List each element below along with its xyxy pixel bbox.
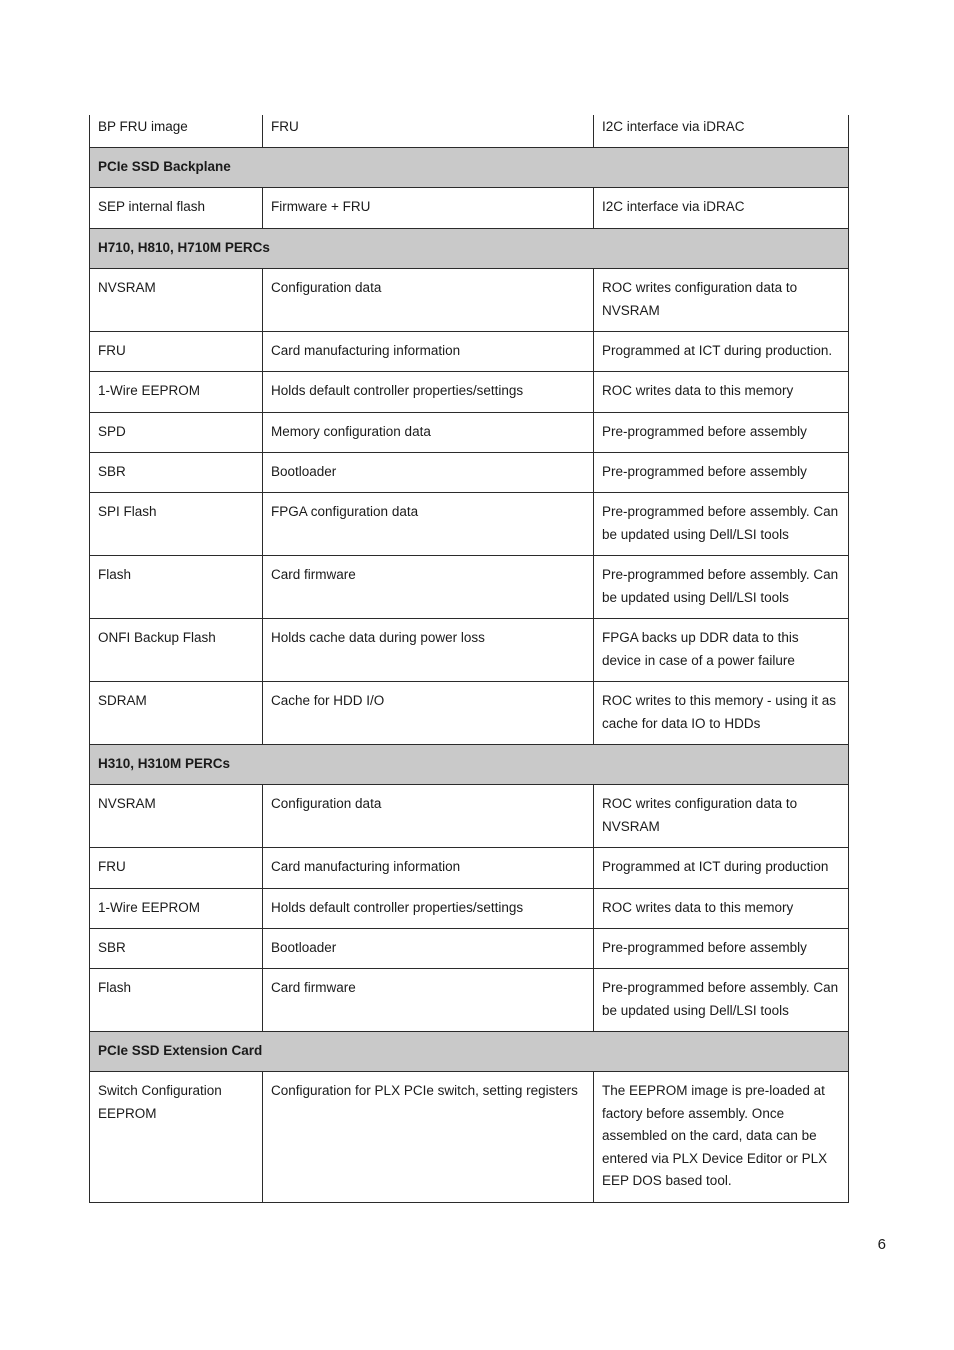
write-method-cell: ROC writes configuration data to NVSRAM — [594, 269, 849, 332]
memory-devices-table — [89, 115, 849, 1203]
memory-type-cell: SDRAM — [90, 682, 263, 745]
table-row — [90, 188, 849, 229]
write-method-cell: ROC writes configuration data to NVSRAM — [594, 785, 849, 848]
memory-type-cell: BP FRU image — [90, 115, 263, 148]
memory-type-cell: Flash — [90, 556, 263, 619]
table-row — [90, 969, 849, 1032]
table-row — [90, 269, 849, 332]
content-description-cell: Cache for HDD I/O — [263, 682, 594, 745]
write-method-cell: Programmed at ICT during production. — [594, 332, 849, 372]
content-description-cell: Card firmware — [263, 969, 594, 1032]
table-row — [90, 785, 849, 848]
write-method-cell: I2C interface via iDRAC — [594, 188, 849, 229]
memory-type-cell: SBR — [90, 929, 263, 969]
table-row — [90, 332, 849, 372]
table-row — [90, 682, 849, 745]
content-description-cell: Firmware + FRU — [263, 188, 594, 229]
page-number: 6 — [877, 1236, 886, 1253]
section-header-row — [90, 1032, 849, 1072]
content-description-cell: Holds cache data during power loss — [263, 619, 594, 682]
memory-type-cell: NVSRAM — [90, 269, 263, 332]
content-description-cell: Configuration for PLX PCIe switch, setting registers — [263, 1072, 594, 1203]
memory-type-cell: SEP internal flash — [90, 188, 263, 229]
table-row — [90, 1072, 849, 1203]
content-description-cell: Bootloader — [263, 929, 594, 969]
write-method-cell: FPGA backs up DDR data to this device in case of a power failure — [594, 619, 849, 682]
write-method-cell: I2C interface via iDRAC — [594, 115, 849, 148]
content-description-cell: Configuration data — [263, 269, 594, 332]
memory-type-cell: 1-Wire EEPROM — [90, 372, 263, 413]
table-row — [90, 889, 849, 929]
write-method-cell: Pre-programmed before assembly — [594, 929, 849, 969]
table-row — [90, 929, 849, 969]
content-description-cell: FPGA configuration data — [263, 493, 594, 556]
write-method-cell: ROC writes data to this memory — [594, 372, 849, 413]
table-body — [90, 115, 849, 1203]
section-title: PCIe SSD Extension Card — [90, 1032, 849, 1072]
table-row — [90, 372, 849, 413]
section-title: PCIe SSD Backplane — [90, 148, 849, 188]
content-description-cell: Holds default controller properties/settings — [263, 889, 594, 929]
write-method-cell: ROC writes data to this memory — [594, 889, 849, 929]
content-description-cell: Holds default controller properties/settings — [263, 372, 594, 413]
write-method-cell: Pre-programmed before assembly — [594, 413, 849, 453]
content-description-cell: Configuration data — [263, 785, 594, 848]
write-method-cell: The EEPROM image is pre-loaded at factory before assembly. Once assembled on the card, data can be entered via PLX Device Editor or PLX EEP DOS based tool. — [594, 1072, 849, 1203]
memory-type-cell: ONFI Backup Flash — [90, 619, 263, 682]
section-header-row — [90, 745, 849, 785]
table-row — [90, 556, 849, 619]
section-title: H310, H310M PERCs — [90, 745, 849, 785]
content-description-cell: FRU — [263, 115, 594, 148]
write-method-cell: Pre-programmed before assembly. Can be updated using Dell/LSI tools — [594, 556, 849, 619]
write-method-cell: Pre-programmed before assembly — [594, 453, 849, 493]
table-row — [90, 413, 849, 453]
memory-type-cell: FRU — [90, 332, 263, 372]
write-method-cell: ROC writes to this memory - using it as cache for data IO to HDDs — [594, 682, 849, 745]
write-method-cell: Pre-programmed before assembly. Can be updated using Dell/LSI tools — [594, 969, 849, 1032]
table-row — [90, 848, 849, 889]
content-description-cell: Card manufacturing information — [263, 848, 594, 889]
memory-type-cell: SBR — [90, 453, 263, 493]
table-row — [90, 493, 849, 556]
section-header-row — [90, 148, 849, 188]
memory-type-cell: 1-Wire EEPROM — [90, 889, 263, 929]
write-method-cell: Pre-programmed before assembly. Can be updated using Dell/LSI tools — [594, 493, 849, 556]
memory-type-cell: Flash — [90, 969, 263, 1032]
memory-type-cell: FRU — [90, 848, 263, 889]
memory-type-cell: SPI Flash — [90, 493, 263, 556]
table-row — [90, 619, 849, 682]
section-header-row — [90, 229, 849, 269]
content-description-cell: Card manufacturing information — [263, 332, 594, 372]
memory-type-cell: SPD — [90, 413, 263, 453]
write-method-cell: Programmed at ICT during production — [594, 848, 849, 889]
section-title: H710, H810, H710M PERCs — [90, 229, 849, 269]
memory-type-cell: Switch Configuration EEPROM — [90, 1072, 263, 1203]
content-description-cell: Bootloader — [263, 453, 594, 493]
table-row — [90, 115, 849, 148]
table-row — [90, 453, 849, 493]
content-description-cell: Card firmware — [263, 556, 594, 619]
memory-type-cell: NVSRAM — [90, 785, 263, 848]
content-description-cell: Memory configuration data — [263, 413, 594, 453]
